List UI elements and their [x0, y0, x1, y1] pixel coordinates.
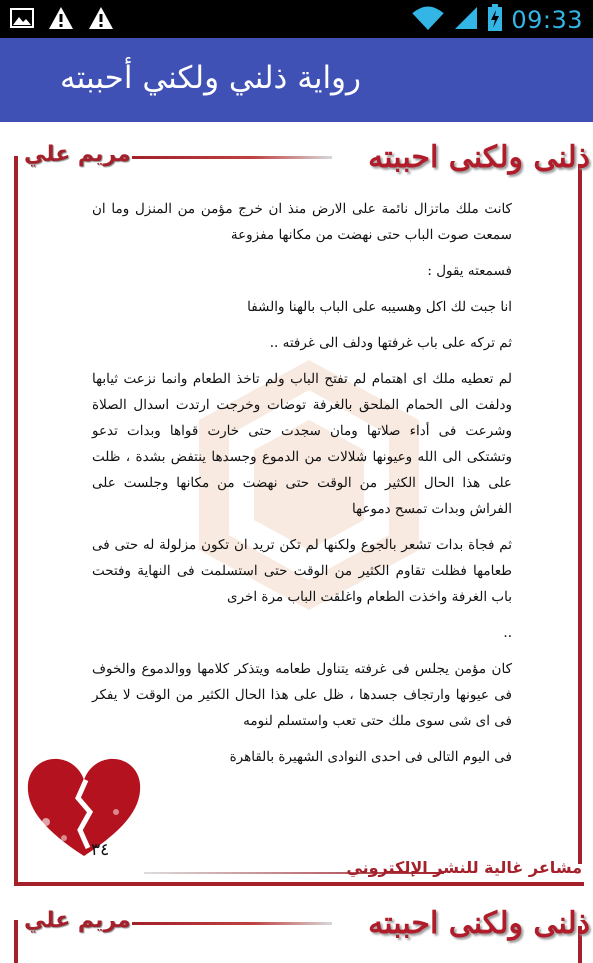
- paragraph: انا جبت لك اكل وهسيبه على الباب بالهنا والشفا: [247, 299, 512, 315]
- app-title: رواية ذلني ولكني أحببته: [60, 60, 361, 96]
- paragraph: ثم فجاة بدات تشعر بالجوع ولكنها لم تكن تريد ان تكون مزلولة له حتى فى طعامها فظلت تقاوم الكثير من الوقت حتى استسلمت فى النهاية وفتحت باب الغرفة واخذت الطعام واغلقت الباب مرة اخرى: [92, 537, 512, 605]
- status-bar: [0, 0, 593, 38]
- header-divider: [132, 156, 332, 159]
- page-frame-left: [14, 920, 18, 963]
- paragraph: ..: [503, 625, 512, 641]
- book-title: ذلنى ولكنى احببته: [368, 906, 590, 941]
- image-icon: [10, 7, 34, 33]
- book-page-viewer[interactable]: [0, 122, 593, 963]
- wifi-icon: [411, 5, 445, 35]
- battery-charging-icon: [487, 4, 503, 36]
- author-name: مريم علي: [24, 142, 131, 167]
- paragraph: لم تعطيه ملك اى اهتمام لم تفتح الباب ولم تاخذ الطعام وانما نزعت ثيابها ودلفت الى الحمام الملحق بالغرفة توضات وخرجت ارتدت اسدال الصلاة وشرعت فى أداء صلاتها ومان سجدت حتى خارت قواها وبدات تدعو وتشتكى الى الله وعيونها شلالات من الدموع وجسدها ينتفض بشدة ، ظلت على هذا الحال الكثير من الوقت حتى نهضت من مكانها وجلست على الفراش وبدات تمسح دموعها: [92, 371, 512, 517]
- paragraph: كانت ملك ماتزال نائمة على الارض منذ ان خرج مؤمن من المنزل وما ان سمعت صوت الباب حتى نهضت من مكانها مفزوعة: [92, 201, 512, 243]
- status-time: 09:33: [511, 6, 583, 34]
- page-number: ٣٤: [91, 840, 110, 860]
- page-frame-left: [14, 156, 18, 886]
- book-page: [14, 130, 590, 890]
- paragraph: كان مؤمن يجلس فى غرفته يتناول طعامه ويتذكر كلامها ووالدموع والخوف فى عيونها وارتجاف جسدها ، ظل على هذا الحال الكثير من الوقت لا يفكر فى اى شى سوى ملك حتى تعب واستسلم لنومه: [92, 661, 512, 729]
- book-title: ذلنى ولكنى احببته: [368, 140, 590, 175]
- broken-heart-icon: [24, 752, 144, 862]
- paragraph: فى اليوم التالى فى احدى النوادى الشهيرة بالقاهرة: [229, 749, 512, 765]
- publisher-name: مشاعر غالية للنشر الإلكتروني: [346, 858, 582, 877]
- paragraph: فسمعته يقول :: [427, 263, 512, 279]
- paragraph: ثم تركه على باب غرفتها ودلف الى غرفته ..: [269, 335, 512, 351]
- warning-icon: [88, 6, 114, 34]
- warning-icon: [48, 6, 74, 34]
- signal-icon: [453, 5, 479, 35]
- chapter-text: [92, 196, 512, 780]
- app-bar: [0, 38, 593, 122]
- author-name: مريم علي: [24, 908, 131, 933]
- header-divider: [132, 922, 332, 925]
- page-frame-right: [578, 164, 582, 864]
- next-book-page: [14, 896, 590, 963]
- page-frame-bottom: [14, 882, 584, 886]
